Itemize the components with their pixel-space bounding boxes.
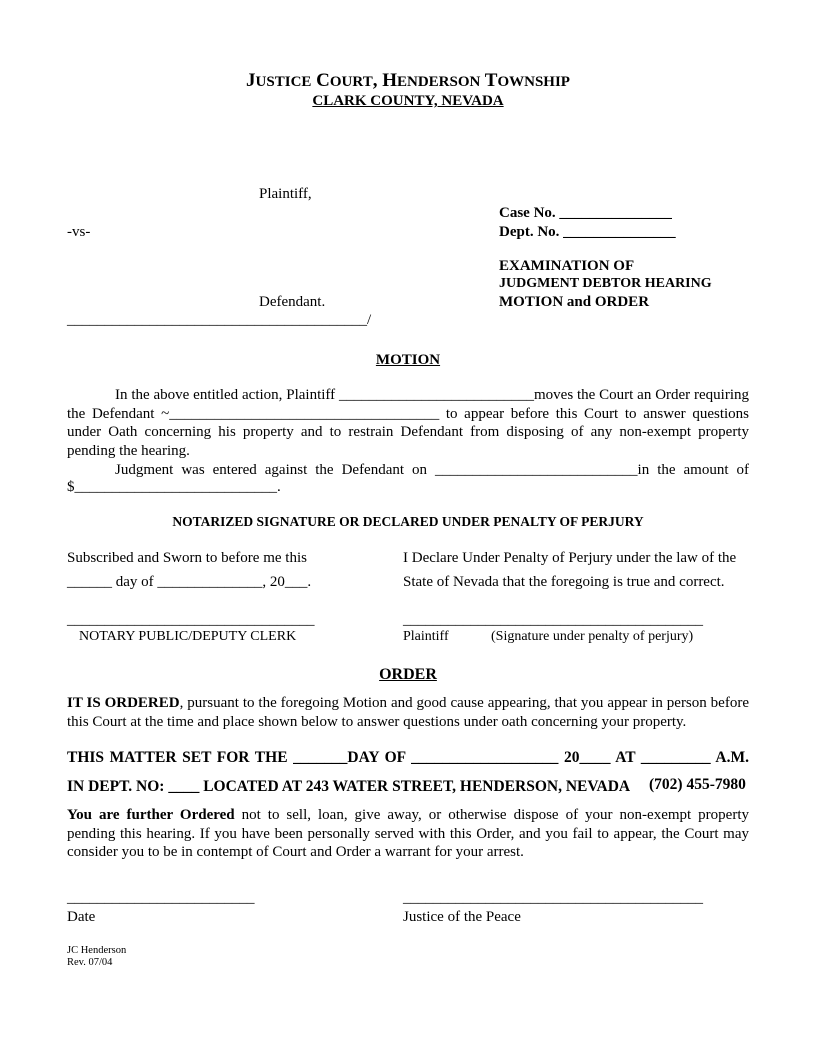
form-title-line3: MOTION and ORDER bbox=[499, 294, 650, 310]
notary-label: NOTARY PUBLIC/DEPUTY CLERK bbox=[79, 629, 297, 644]
order-paragraph-2-text: not to sell, loan, give away, or otherwise dispose of your non-exempt property pending this hearing. If you have been personally served with this Order, and you fail to appear, the Court may consider you to be in contempt of Court and Order a warrant for your arrest. bbox=[67, 807, 749, 860]
court-title-part: USTICE bbox=[255, 74, 312, 90]
defendant-label: Defendant. bbox=[259, 294, 326, 310]
perjury-text-line1: I Declare Under Penalty of Perjury under the law of the bbox=[403, 550, 737, 566]
order-paragraph-1 bbox=[67, 694, 749, 731]
order-bold-lead: IT IS ORDERED bbox=[67, 695, 180, 711]
signature-under-penalty-label: (Signature under penalty of perjury) bbox=[491, 629, 694, 644]
form-id-line2: Rev. 07/04 bbox=[67, 957, 113, 968]
court-title-part: J bbox=[246, 70, 256, 91]
form-id-line1: JC Henderson bbox=[67, 945, 127, 956]
motion-paragraph-2: Judgment was entered against the Defendant on ___________________________in the amount of bbox=[115, 462, 749, 478]
court-phone: (702) 455-7980 bbox=[649, 776, 746, 793]
date-signature-line[interactable]: _________________________ bbox=[67, 890, 255, 906]
form-title-line1: EXAMINATION OF bbox=[499, 258, 635, 274]
order-heading: ORDER bbox=[379, 666, 437, 683]
notary-text-line1: Subscribed and Sworn to before me this bbox=[67, 550, 307, 566]
hearing-location-line[interactable]: IN DEPT. NO: ____ LOCATED AT 243 WATER STREET, HENDERSON, NEVADA bbox=[67, 778, 631, 795]
date-label: Date bbox=[67, 909, 96, 925]
motion-paragraph-1: In the above entitled action, Plaintiff __________________________moves the Court an Order requiring the Defendant ~____________________________________ to appear before this Court to answer questions under Oath concerning his property and to restrain Defendant from disposing of any non-exempt property pending the hearing. bbox=[67, 387, 749, 459]
motion-heading: MOTION bbox=[375, 352, 441, 368]
judge-signature-line[interactable]: ________________________________________ bbox=[403, 890, 703, 906]
judge-label: Justice of the Peace bbox=[403, 909, 521, 925]
court-title-part: OWNSHIP bbox=[497, 74, 570, 90]
order-paragraph-1-text: , pursuant to the foregoing Motion and good cause appearing, that you appear in person before this Court at the time and place shown below to answer questions under oath concerning your property. bbox=[67, 695, 749, 730]
plaintiff-signature-label: Plaintiff bbox=[403, 629, 449, 644]
court-title-part: C bbox=[311, 70, 330, 91]
form-title-line2: JUDGMENT DEBTOR HEARING bbox=[499, 276, 712, 291]
perjury-text-line2: State of Nevada that the foregoing is true and correct. bbox=[403, 574, 725, 590]
order-further-bold: You are further Ordered bbox=[67, 807, 235, 823]
notary-signature-line[interactable]: _________________________________ bbox=[67, 612, 315, 628]
county-line: CLARK COUNTY, NEVADA bbox=[312, 93, 504, 109]
court-title bbox=[0, 70, 816, 92]
court-title-part: T bbox=[480, 70, 498, 91]
case-number-field[interactable]: Case No. _______________ bbox=[499, 205, 672, 221]
order-paragraph-2 bbox=[67, 806, 749, 862]
plaintiff-signature-line[interactable]: ________________________________________ bbox=[403, 612, 703, 628]
court-title-part: OURT bbox=[329, 74, 373, 90]
caption-divider: ________________________________________/ bbox=[67, 312, 372, 328]
court-title-part: ENDERSON bbox=[396, 74, 481, 90]
dept-number-field[interactable]: Dept. No. _______________ bbox=[499, 224, 676, 240]
plaintiff-label: Plaintiff, bbox=[259, 186, 312, 202]
signature-heading: NOTARIZED SIGNATURE OR DECLARED UNDER PENALTY OF PERJURY bbox=[172, 514, 644, 529]
court-title-part: , H bbox=[372, 70, 397, 91]
vs-label: -vs- bbox=[67, 224, 91, 240]
judgment-amount-field[interactable]: $___________________________. bbox=[67, 479, 281, 495]
hearing-date-line[interactable]: THIS MATTER SET FOR THE _______DAY OF ___________________ 20____ AT _________ A.M. bbox=[67, 749, 749, 766]
notary-date-field[interactable]: ______ day of ______________, 20___. bbox=[67, 574, 312, 590]
